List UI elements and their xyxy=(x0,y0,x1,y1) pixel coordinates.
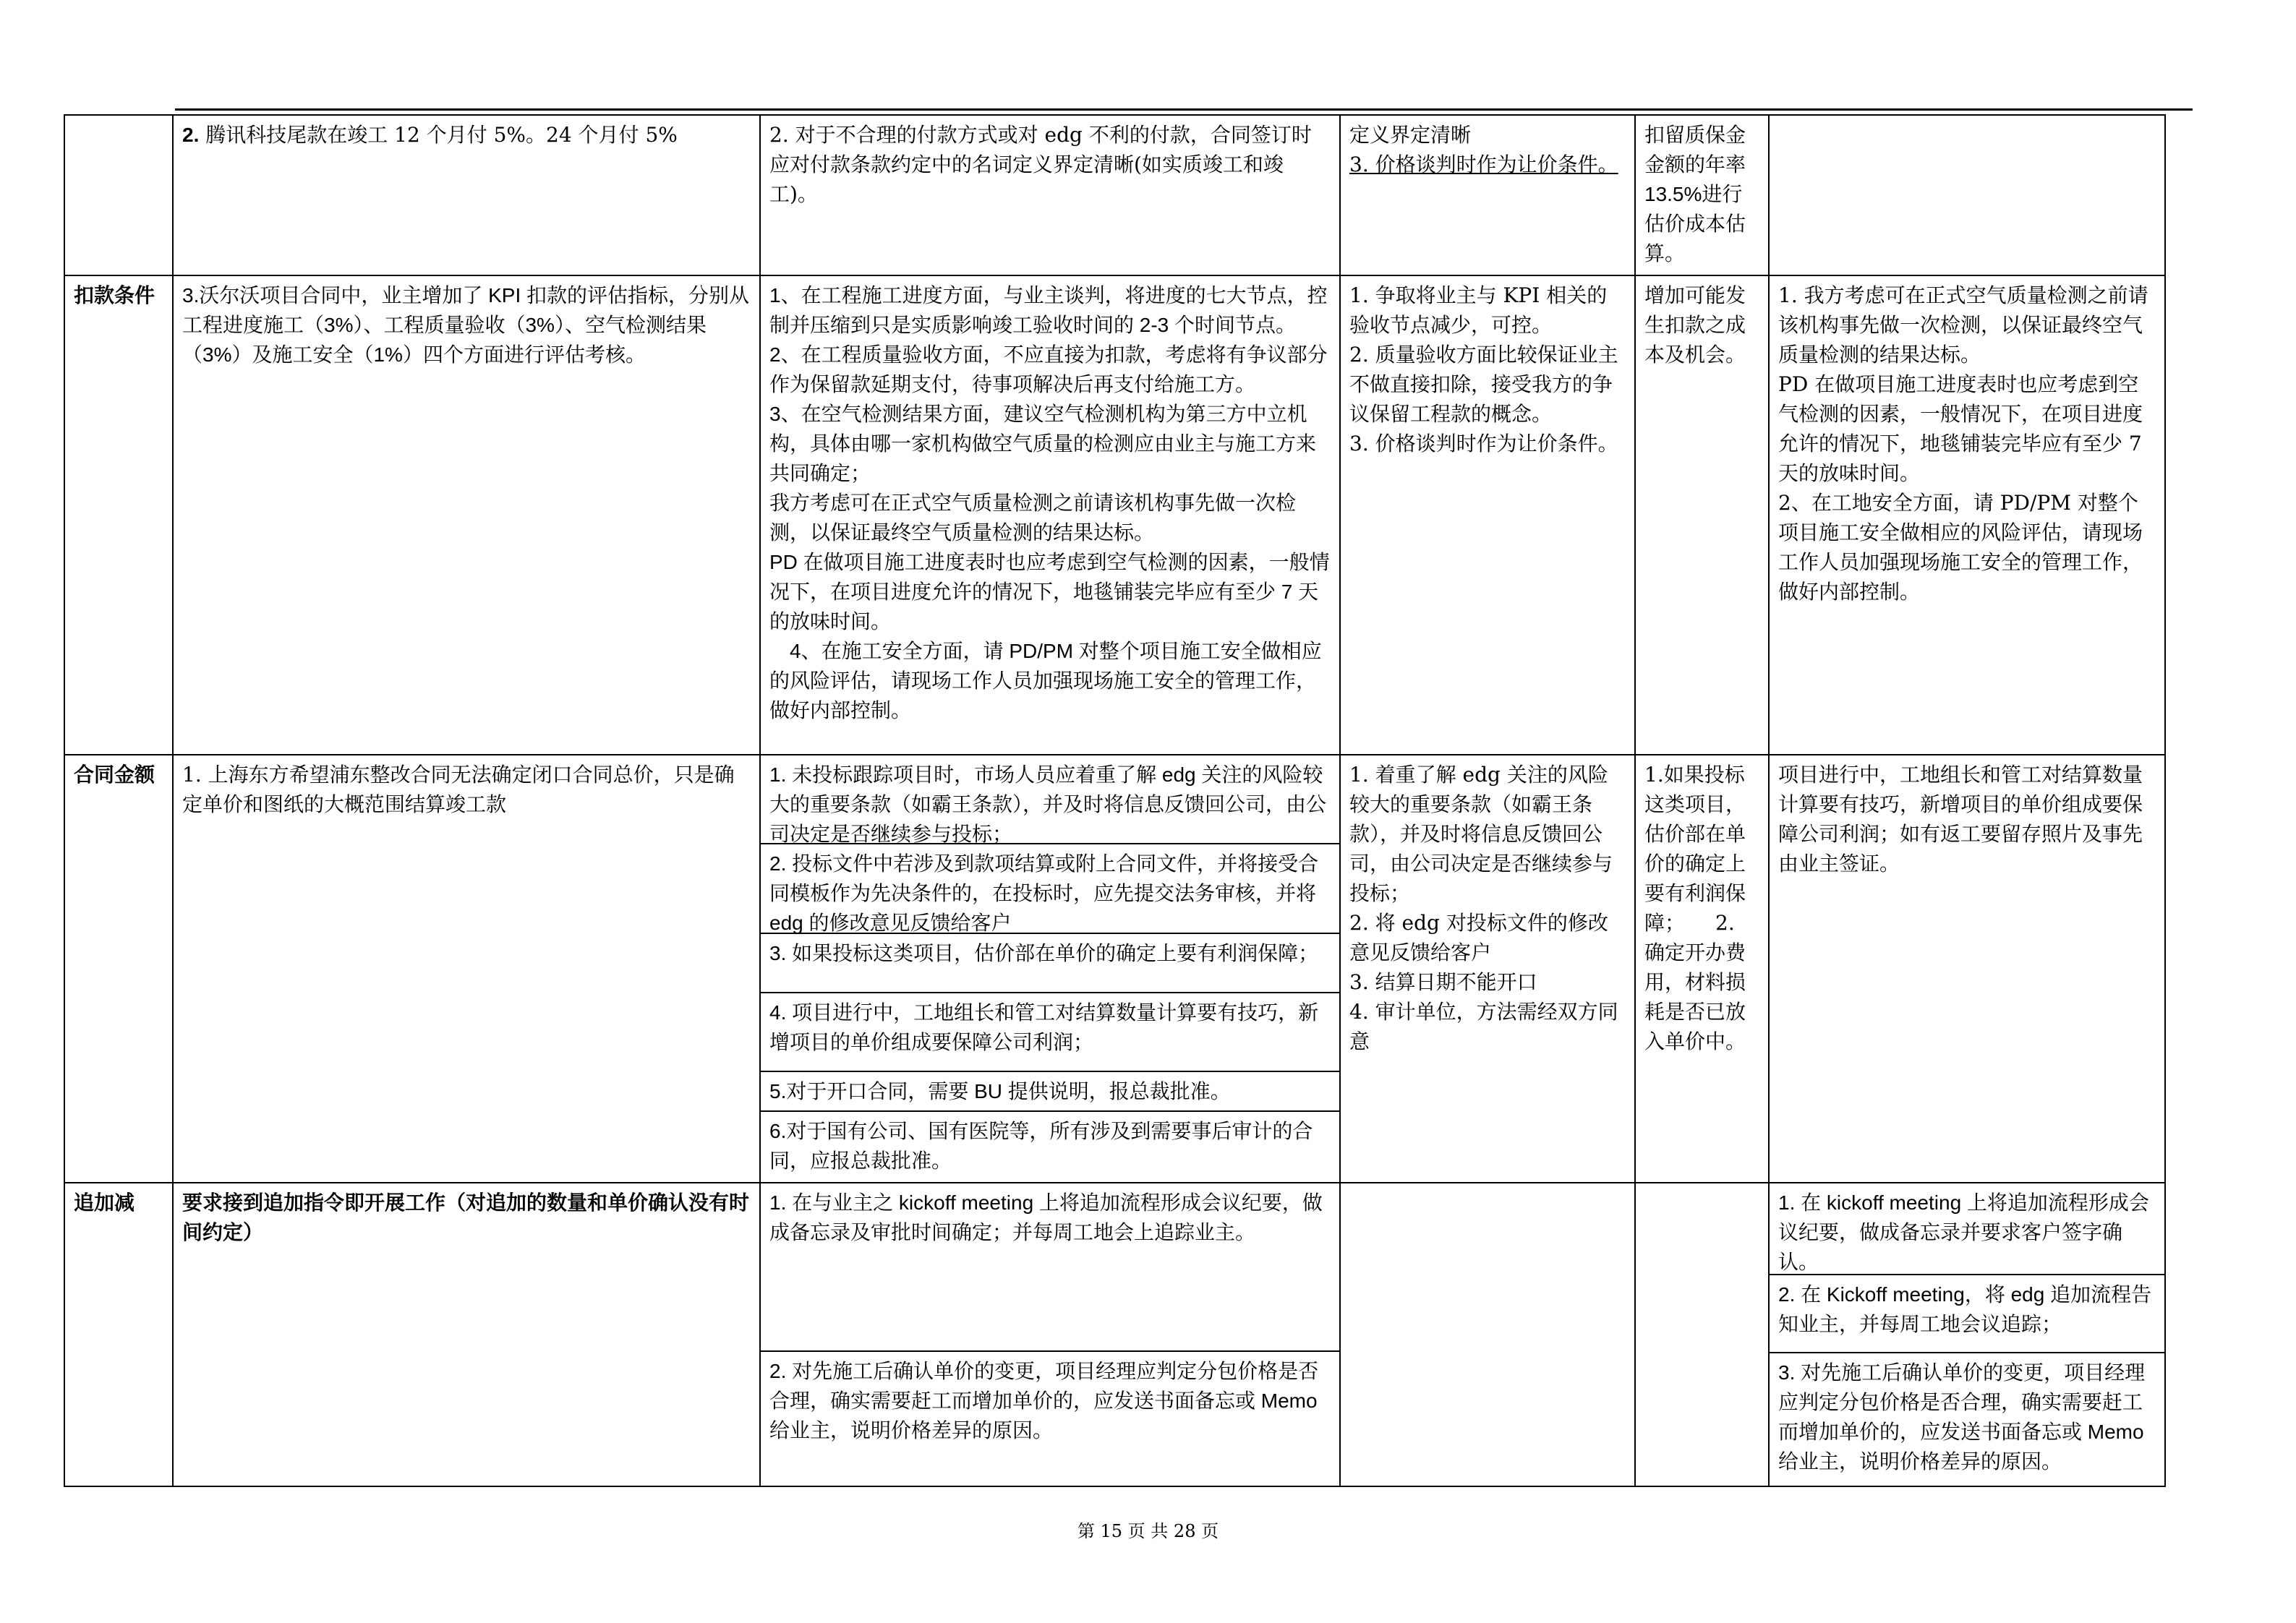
measure-item: 1、在工程施工进度方面，与业主谈判，将进度的七大节点，控制并压缩到只是实质影响竣工验收时间的 2-3 个时间节点。 xyxy=(769,284,1328,336)
problem-text: 要求接到追加指令即开展工作（对追加的数量和单价确认没有时间约定） xyxy=(182,1191,750,1244)
strategy-item: 1. 争取将业主与 KPI 相关的验收节点减少，可控。 xyxy=(1349,283,1608,337)
measure-item: 2、在工程质量验收方面，不应直接为扣款，考虑将有争议部分作为保留款延期支付，待事项解决后再支付给施工方。 xyxy=(769,343,1328,395)
strategy-item: 2. 质量验收方面比较保证业主不做直接扣除，接受我方的争议保留工程款的概念。 xyxy=(1349,343,1618,426)
strategy-cell xyxy=(1340,275,1635,755)
lessons-cell xyxy=(1769,1183,2165,1486)
risk-cell xyxy=(1635,115,1769,275)
lesson-item: 项目进行中，工地组长和管工对结算数量计算要有技巧，新增项目的单价组成要保障公司利润；如有返工要留存照片及事先由业主签证。 xyxy=(1778,763,2143,875)
table-row xyxy=(64,275,2165,755)
problem-cell xyxy=(173,1183,760,1486)
measures-cell xyxy=(760,115,1340,275)
problem-cell xyxy=(173,115,760,275)
problem-text: 2. 腾讯科技尾款在竣工 12 个月付 5%。24 个月付 5% xyxy=(182,123,678,147)
problem-cell xyxy=(173,755,760,1183)
strategy-cell xyxy=(1340,755,1635,1183)
problem-text-body: 腾讯科技尾款在竣工 12 个月付 5%。24 个月付 5% xyxy=(205,123,678,147)
problem-text: 3.沃尔沃项目合同中，业主增加了 KPI 扣款的评估指标，分别从工程进度施工（3%）、工程质量验收（3%）、空气检测结果（3%）及施工安全（1%）四个方面进行评估考核。 xyxy=(182,284,750,366)
row-label: 合同金额 xyxy=(64,755,173,1183)
strategy-item: 定义界定清晰 xyxy=(1349,123,1472,147)
lesson-item: PD 在做项目施工进度表时也应考虑到空气检测的因素，一般情况下，在项目进度允许的情况下，地毯铺装完毕应有至少 7 天的放味时间。 xyxy=(1778,372,2143,485)
strategy-item: 3. 价格谈判时作为让价条件。 xyxy=(1349,153,1618,176)
measure-item: 4. 项目进行中，工地组长和管工对结算数量计算要有技巧，新增项目的单价组成要保障公司利润； xyxy=(761,993,1339,1072)
strategy-cell xyxy=(1340,1183,1635,1486)
risk-item: 增加可能发生扣款之成本及机会。 xyxy=(1644,284,1746,366)
measure-item: 5.对于开口合同，需要 BU 提供说明，报总裁批准。 xyxy=(761,1072,1339,1112)
page-footer: 第 15 页 共 28 页 xyxy=(1077,1521,1219,1541)
risk-item: 扣留质保金金额的年率 13.5%进行估价成本估算。 xyxy=(1644,124,1746,265)
lessons-cell xyxy=(1769,115,2165,275)
risk-cell xyxy=(1635,1183,1769,1486)
measure-item: 1. 未投标跟踪项目时，市场人员应着重了解 edg 关注的风险较大的重要条款（如霸王条款），并及时将信息反馈回公司，由公司决定是否继续参与投标； xyxy=(761,755,1339,844)
measure-item: 2. 对于不合理的付款方式或对 edg 不利的付款，合同签订时应对付款条款约定中的名词定义界定清晰(如实质竣工和竣工)。 xyxy=(769,123,1312,206)
strategy-cell xyxy=(1340,115,1635,275)
measures-cell xyxy=(760,755,1340,1183)
risk-item: 1.如果投标这类项目，估价部在单价的确定上要有利润保障； 2. 确定开办费用，材料损耗是否已放入单价中。 xyxy=(1644,763,1746,1053)
strategy-item: 1. 着重了解 edg 关注的风险较大的重要条款（如霸王条款），并及时将信息反馈回公司，由公司决定是否继续参与投标； xyxy=(1349,763,1613,905)
measure-item: 3. 如果投标这类项目，估价部在单价的确定上要有利润保障； xyxy=(761,934,1339,993)
measure-item: 3、在空气检测结果方面，建议空气检测机构为第三方中立机构，具体由哪一家机构做空气质量的检测应由业主与施工方来共同确定； xyxy=(769,403,1317,484)
row-label xyxy=(64,115,173,275)
table-row xyxy=(64,755,2165,1183)
risk-cell xyxy=(1635,755,1769,1183)
lesson-item: 2. 在 Kickoff meeting，将 edg 追加流程告知业主，并每周工地会议追踪； xyxy=(1770,1275,2164,1353)
measure-item: 4、在施工安全方面，请 PD/PM 对整个项目施工安全做相应的风险评估，请现场工作人员加强现场施工安全的管理工作，做好内部控制。 xyxy=(769,640,1322,721)
measure-item: 1. 在与业主之 kickoff meeting 上将追加流程形成会议纪要，做成备忘录及审批时间确定；并每周工地会上追踪业主。 xyxy=(761,1183,1339,1352)
measure-item: 2. 对先施工后确认单价的变更，项目经理应判定分包价格是否合理，确实需要赶工而增加单价的，应发送书面备忘或 Memo 给业主，说明价格差异的原因。 xyxy=(769,1360,1319,1442)
strategy-item: 3. 价格谈判时作为让价条件。 xyxy=(1349,432,1618,455)
problem-text: 1. 上海东方希望浦东整改合同无法确定闭口合同总价，只是确定单价和图纸的大概范围结算竣工款 xyxy=(182,763,735,816)
lesson-item: 3. 对先施工后确认单价的变更，项目经理应判定分包价格是否合理，确实需要赶工而增加单价的，应发送书面备忘或 Memo 给业主，说明价格差异的原因。 xyxy=(1778,1361,2146,1473)
contract-risk-table xyxy=(64,114,2166,1487)
lesson-item: 1. 在 kickoff meeting 上将追加流程形成会议纪要，做成备忘录并要求客户签字确认。 xyxy=(1770,1183,2164,1275)
lessons-cell xyxy=(1769,275,2165,755)
table-row xyxy=(64,1183,2165,1486)
measure-item: 我方考虑可在正式空气质量检测之前请该机构事先做一次检测，以保证最终空气质量检测的结果达标。 xyxy=(769,492,1297,544)
row-label: 追加减 xyxy=(64,1183,173,1486)
strategy-item: 3. 结算日期不能开口 xyxy=(1349,970,1537,994)
measure-item: PD 在做项目施工进度表时也应考虑到空气检测的因素，一般情况下，在项目进度允许的情况下，地毯铺装完毕应有至少 7 天的放味时间。 xyxy=(769,551,1330,633)
table-row xyxy=(64,115,2165,275)
strategy-item: 4. 审计单位，方法需经双方同意 xyxy=(1349,1000,1618,1053)
lesson-item: 1. 我方考虑可在正式空气质量检测之前请该机构事先做一次检测，以保证最终空气质量检测的结果达标。 xyxy=(1778,283,2148,367)
lesson-item: 2、在工地安全方面，请 PD/PM 对整个项目施工安全做相应的风险评估，请现场工作人员加强现场施工安全的管理工作，做好内部控制。 xyxy=(1778,491,2143,604)
lessons-cell xyxy=(1769,755,2165,1183)
risk-cell xyxy=(1635,275,1769,755)
measure-item: 6.对于国有公司、国有医院等，所有涉及到需要事后审计的合同，应报总裁批准。 xyxy=(769,1120,1313,1172)
measure-item: 2. 投标文件中若涉及到款项结算或附上合同文件，并将接受合同模板作为先决条件的，在投标时，应先提交法务审核，并将 edg 的修改意见反馈给客户 xyxy=(761,844,1339,934)
header-rule xyxy=(175,108,2193,111)
measures-cell xyxy=(760,1183,1340,1486)
problem-cell xyxy=(173,275,760,755)
measures-cell xyxy=(760,275,1340,755)
strategy-item: 2. 将 edg 对投标文件的修改意见反馈给客户 xyxy=(1349,911,1608,964)
row-label: 扣款条件 xyxy=(64,275,173,755)
